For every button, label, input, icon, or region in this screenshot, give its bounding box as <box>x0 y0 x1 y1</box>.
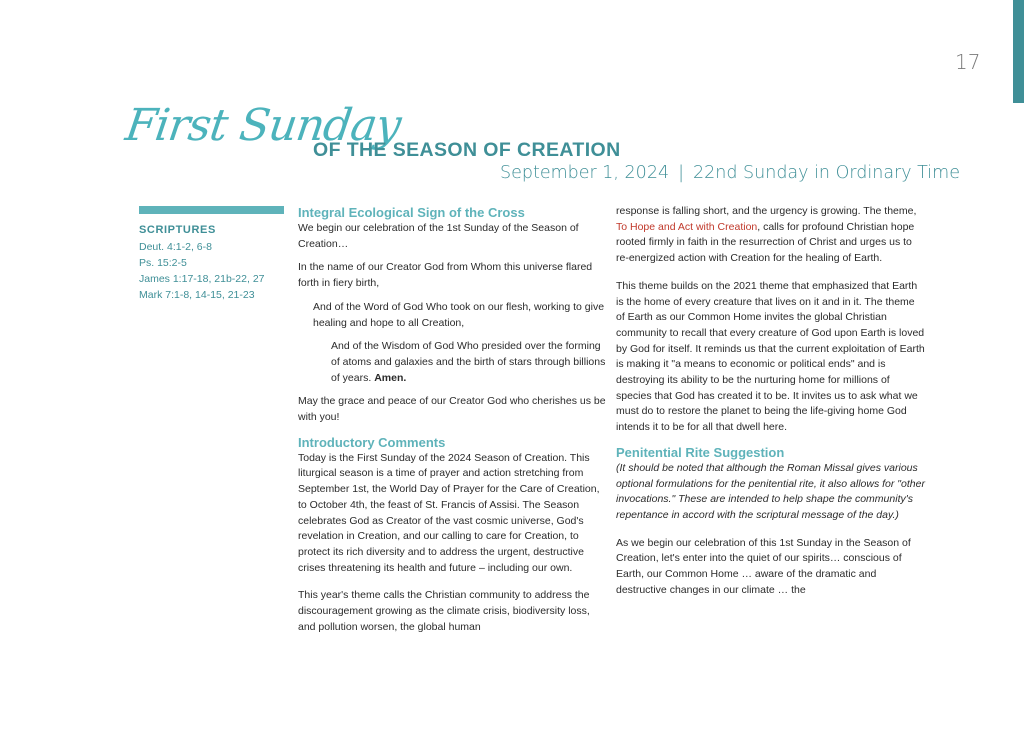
paragraph: This year's theme calls the Christian community to address the discouragement growing as the climate crisis, biodiversity loss, and pollution worsen, the global human <box>298 589 590 633</box>
paragraph <box>616 204 926 267</box>
scripture-ref: James 1:17-18, 21b-22, 27 <box>139 273 265 285</box>
scripture-accent-bar <box>139 206 284 214</box>
prayer-text: And of the Wisdom of God Who presided over the forming of atoms and galaxies and the birth of stars through billions of years. <box>331 340 606 384</box>
page-title: OF THE SEASON OF CREATION <box>313 139 621 161</box>
edge-tab <box>1013 0 1024 103</box>
column-right <box>616 204 926 606</box>
prayer-line: And of the Word of God Who took on our flesh, working to give healing and hope to all Creation, <box>313 300 605 329</box>
paragraph: In the name of our Creator God from Whom this universe flared forth in fiery birth, <box>298 261 593 290</box>
theme-link[interactable]: To Hope and Act with Creation <box>616 220 758 233</box>
scripture-ref: Ps. 15:2-5 <box>139 257 187 269</box>
scriptures-panel <box>139 224 289 303</box>
date-line <box>500 163 960 183</box>
script-title: First Sunday <box>122 100 404 151</box>
paragraph: As we begin our celebration of this 1st Sunday in the Season of Creation, let's enter into the quiet of our spirits… conscious of Earth, our Common Home … aware of the dramatic and destructive changes in our climate … the <box>616 536 911 596</box>
date: September 1, 2024 <box>500 163 670 183</box>
prayer-line <box>298 339 606 386</box>
section-heading: Penitential Rite Suggestion <box>616 444 785 460</box>
paragraph: We begin our celebration of the 1st Sunday of the Season of Creation… <box>298 222 579 250</box>
scripture-ref: Mark 7:1-8, 14-15, 21-23 <box>139 289 255 301</box>
occasion: 22nd Sunday in Ordinary Time <box>693 163 960 183</box>
paragraph: Today is the First Sunday of the 2024 Season of Creation. This liturgical season is a time of prayer and action stretching from September 1st, the World Day of Prayer for the Care of Creation, to October 4th, the feast of St. Francis of Assisi. The Season celebrates God as Creator of the vast cosmic universe, God's revelation in Creation, and our calling to care for Creation, to protect its rich diversity and to address the urgent, destructive crises threatening its health and future – including our own. <box>298 451 600 574</box>
text-span: response is falling short, and the urgency is growing. The theme, <box>616 205 917 217</box>
section-heading: Introductory Comments <box>298 434 446 450</box>
paragraph: (It should be noted that although the Roman Missal gives various optional formulations for the penitential rite, it also allows for "other invocations." These are intended to help shape the community's repentance in accord with the scriptural message of the day.) <box>616 461 925 521</box>
column-left <box>298 204 606 643</box>
scripture-ref: Deut. 4:1-2, 6-8 <box>139 241 212 253</box>
scriptures-heading: SCRIPTURES <box>139 224 216 236</box>
paragraph: May the grace and peace of our Creator God who cherishes us be with you! <box>298 395 606 424</box>
page-number: 17 <box>955 50 981 74</box>
section-heading: Integral Ecological Sign of the Cross <box>298 205 525 220</box>
separator: | <box>678 163 684 183</box>
text-span: , calls for profound Christian hope rooted firmly in faith in the resurrection of Christ and urges us to re-energized action with Creation for the healing of Earth. <box>616 220 915 265</box>
amen: Amen. <box>374 371 407 384</box>
paragraph: This theme builds on the 2021 theme that emphasized that Earth is the home of every creature that lives on it and in it. The theme of Earth as our Common Home invites the global Christian community to recall that every creature of God upon Earth is loved by God for itself. It reminds us that the current exploitation of Earth is making it "a means to economic or political ends" and is destroying its ability to be the nurturing home for millions of species that God has created it to be. It invites us to ask what we must do to restore the planet to being the life-giving home God intends it to be for all that dwell here. <box>616 279 925 434</box>
